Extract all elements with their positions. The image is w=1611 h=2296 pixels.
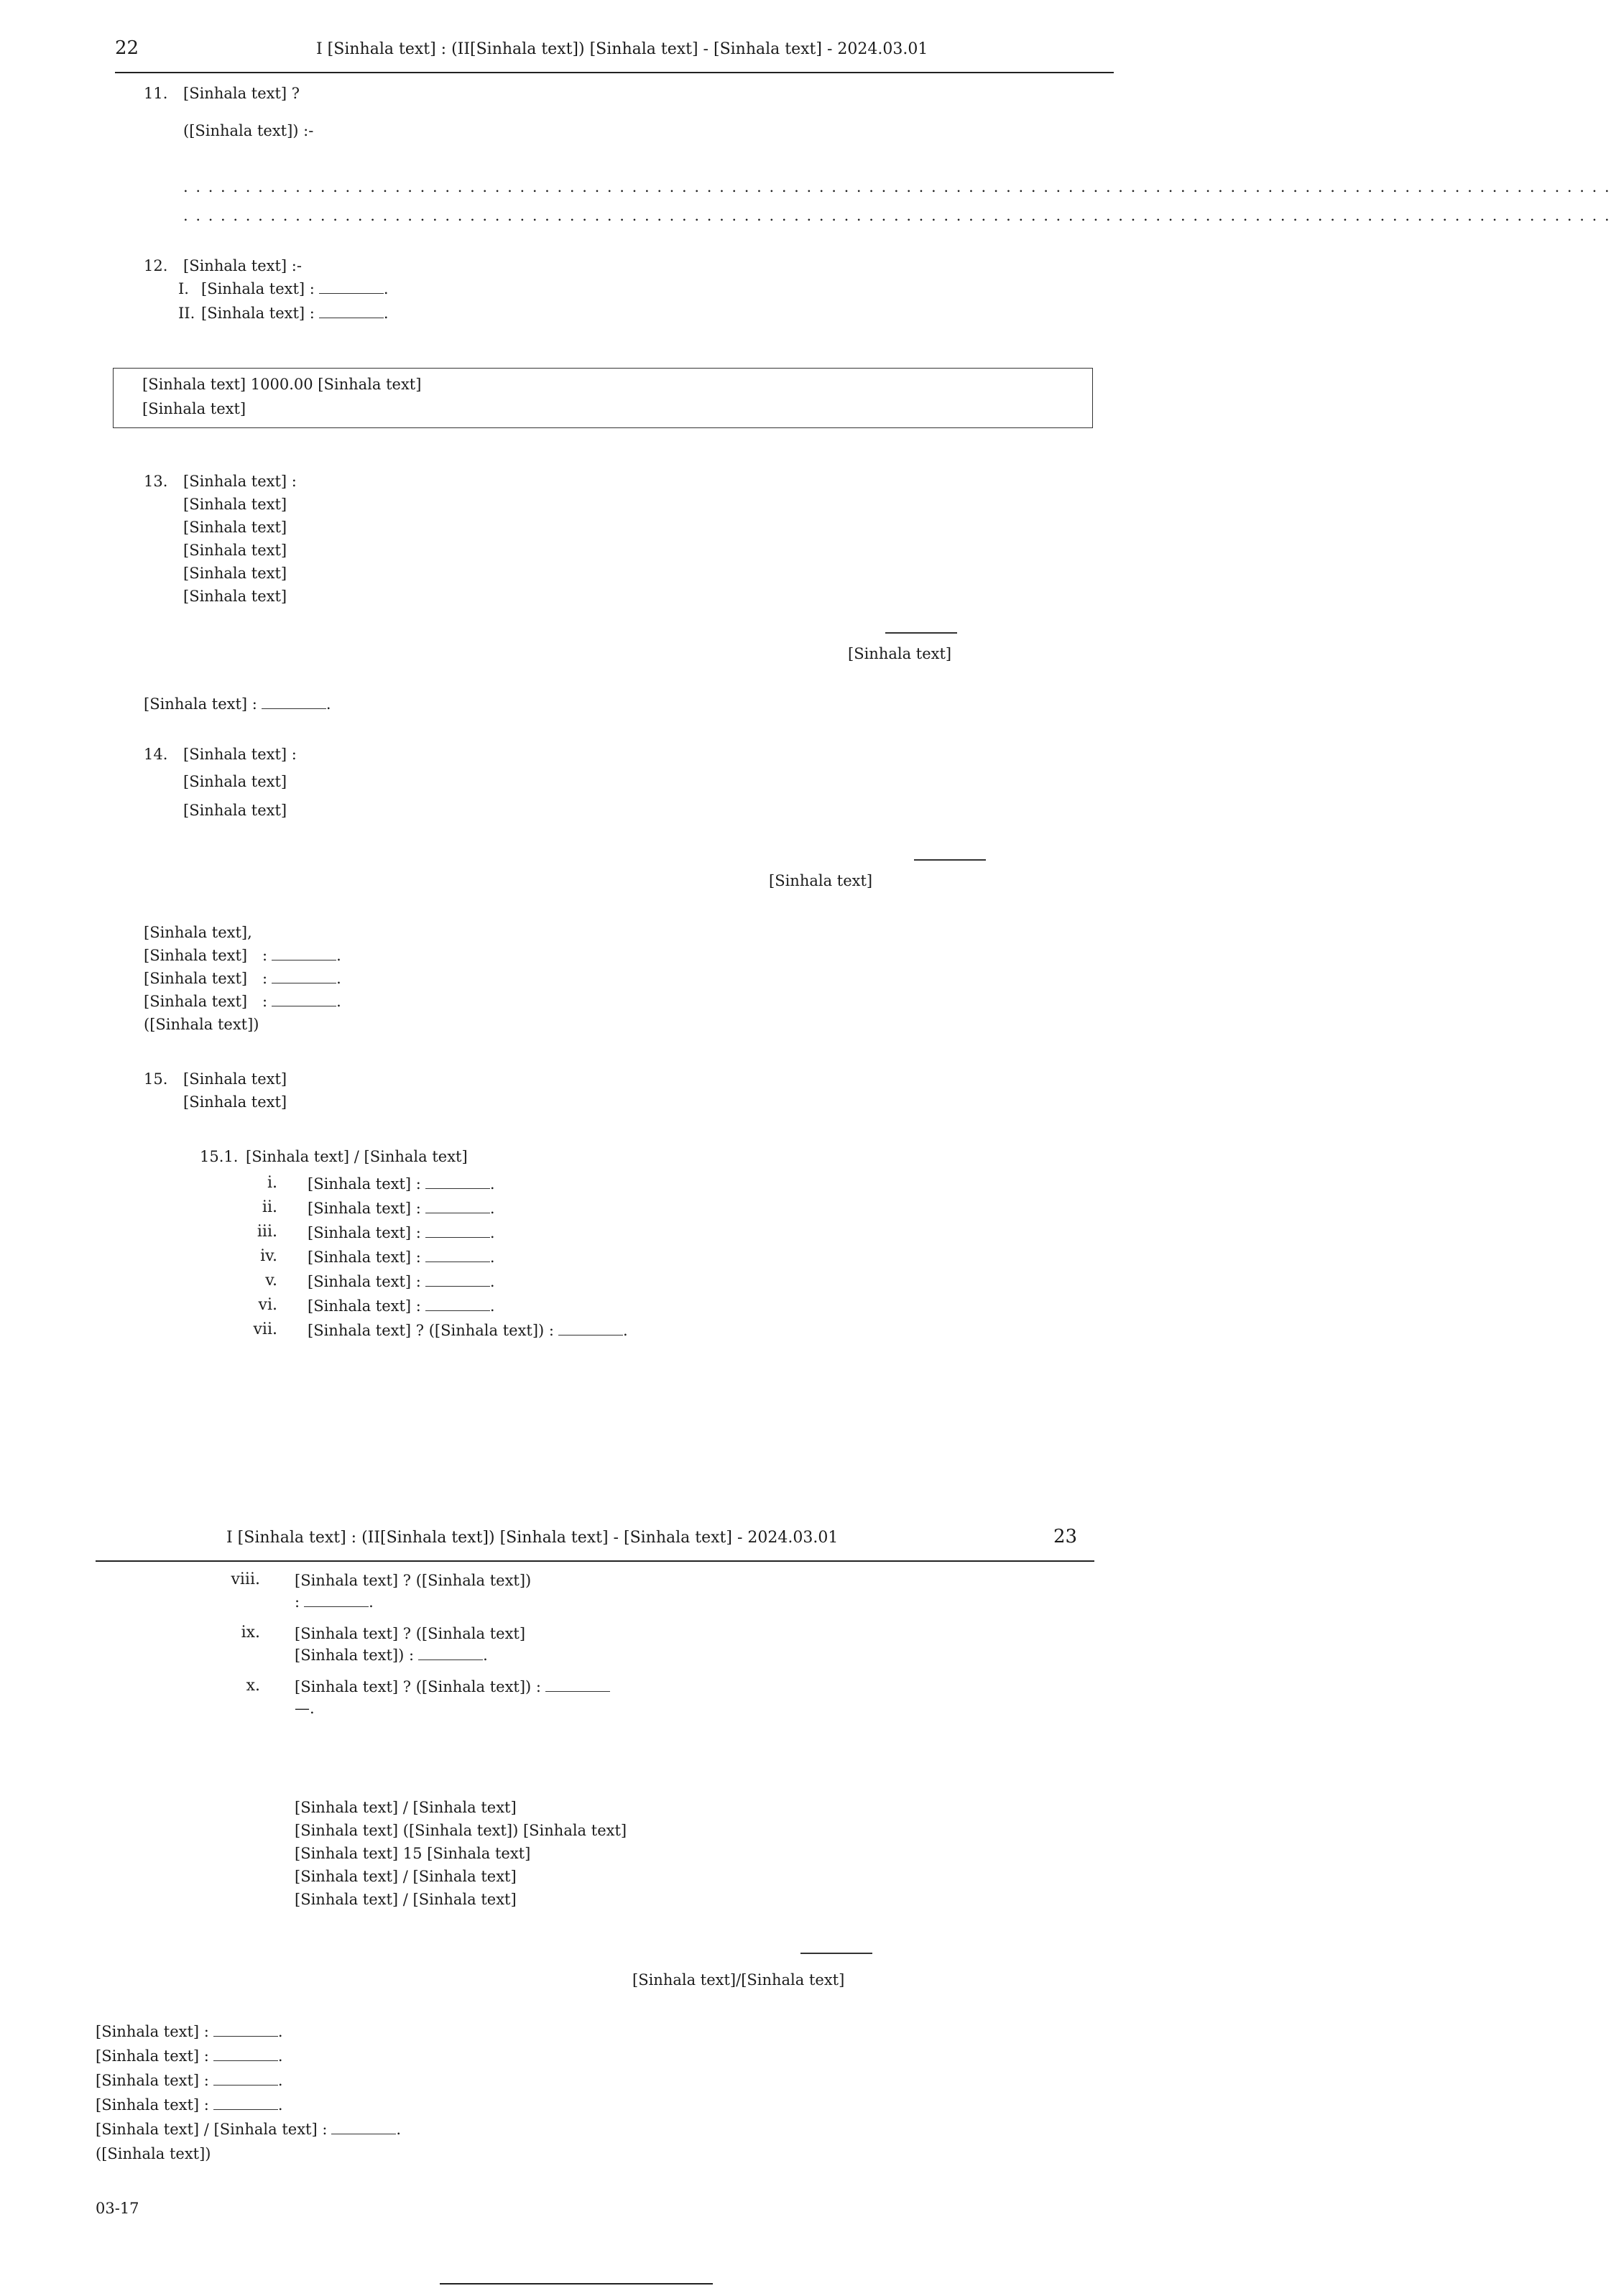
- signoff-field-1: [Sinhala text] : .: [96, 2023, 283, 2040]
- q11-text: [Sinhala text] ?: [183, 85, 300, 102]
- q15-item-label-vii: vii.: [253, 1320, 277, 1338]
- q12-item1-blank: [319, 280, 384, 294]
- q15-item-label-vi: vi.: [258, 1296, 277, 1314]
- q15-item-label-v: v.: [265, 1272, 277, 1290]
- q12-item2-label: II.: [178, 305, 195, 322]
- q13-line-1: [Sinhala text]: [183, 496, 287, 513]
- q12-item2: [Sinhala text] : .: [201, 305, 389, 322]
- q12-item2-blank: [319, 305, 384, 318]
- q13-line-2: [Sinhala text]: [183, 519, 287, 536]
- cert-signature-line: [800, 1953, 872, 1954]
- q15-item-ii: [Sinhala text] : .: [308, 1200, 495, 1217]
- q12-title: [Sinhala text] :-: [183, 257, 302, 274]
- bank-note-line-1: [Sinhala text] 1000.00 [Sinhala text]: [142, 376, 422, 393]
- q12-item1: [Sinhala text] : .: [201, 280, 389, 297]
- cert-line-1: [Sinhala text] / [Sinhala text]: [295, 1799, 517, 1816]
- signoff-field-2-blank: [213, 2047, 278, 2061]
- q14-signature-caption: [Sinhala text]: [769, 872, 873, 889]
- bank-note-line-2: [Sinhala text]: [142, 400, 246, 417]
- q12-number: 12.: [144, 257, 168, 274]
- q14-field-3-blank: [272, 993, 336, 1006]
- signoff-field-2: [Sinhala text] : .: [96, 2047, 283, 2065]
- cert-line-3: [Sinhala text] 15 [Sinhala text]: [295, 1845, 531, 1862]
- q15-number: 15.: [144, 1070, 168, 1088]
- page-number-2: 23: [1053, 1526, 1078, 1547]
- q15-item-label-iii: iii.: [257, 1223, 277, 1241]
- item-ix-line-1: [Sinhala text] ? ([Sinhala text]: [295, 1625, 526, 1642]
- signoff-field-3: [Sinhala text] : .: [96, 2072, 283, 2089]
- q14-number: 14.: [144, 746, 168, 763]
- q14-field-1-blank: [272, 947, 336, 960]
- q15-item-i: [Sinhala text] : .: [308, 1175, 495, 1193]
- q13-line-3: [Sinhala text]: [183, 542, 287, 559]
- footer-rule: [440, 2283, 713, 2285]
- q15-item-vi: [Sinhala text] : .: [308, 1297, 495, 1315]
- q15-item-v: [Sinhala text] : .: [308, 1273, 495, 1290]
- q13-title: [Sinhala text] :: [183, 473, 297, 490]
- signoff-field-5: [Sinhala text] / [Sinhala text] : .: [96, 2121, 402, 2138]
- signoff-field-4-blank: [213, 2096, 278, 2110]
- bank-note-box: [113, 368, 1093, 428]
- signoff-stamp-note: ([Sinhala text]): [96, 2145, 211, 2162]
- q14-field-1: [Sinhala text] : .: [144, 947, 341, 964]
- q15-item-v-blank: [425, 1273, 490, 1287]
- item-label-ix: ix.: [241, 1624, 260, 1642]
- signoff-field-1-blank: [213, 2023, 278, 2037]
- q13-line-4: [Sinhala text]: [183, 565, 287, 582]
- q15-item-label-iv: iv.: [260, 1247, 277, 1265]
- item-viii-blank: [304, 1593, 369, 1607]
- item-x-blank: [545, 1678, 610, 1692]
- page-header-2: I [Sinhala text] : (II[Sinhala text]) [Sinhala text] - [Sinhala text] - 2024.03.01: [226, 1529, 839, 1547]
- header-rule: [115, 72, 1114, 73]
- item-x-line-1: [Sinhala text] ? ([Sinhala text]) :: [295, 1675, 610, 1698]
- q14-field-3: [Sinhala text] : .: [144, 993, 341, 1010]
- q13-line-5: [Sinhala text]: [183, 588, 287, 605]
- q15-item-ii-blank: [425, 1200, 490, 1213]
- cert-line-4: [Sinhala text] / [Sinhala text]: [295, 1868, 517, 1885]
- item-viii-line-2: : .: [295, 1593, 374, 1611]
- item-ix-blank: [418, 1647, 483, 1660]
- q15-item-vii: [Sinhala text] ? ([Sinhala text]) : .: [308, 1322, 628, 1339]
- q15-item-iv-blank: [425, 1249, 490, 1262]
- footer-code: 03-17: [96, 2200, 139, 2217]
- page-number: 22: [115, 37, 139, 59]
- signoff-field-5-blank: [331, 2121, 396, 2134]
- q15-item-vii-blank: [558, 1322, 623, 1336]
- q15-item-label-ii: ii.: [262, 1198, 277, 1216]
- cert-line-2: [Sinhala text] ([Sinhala text]) [Sinhala text]: [295, 1822, 627, 1839]
- signoff-field-3-blank: [213, 2072, 278, 2086]
- q13-date-field: [Sinhala text] : .: [144, 695, 331, 713]
- q14-field-2: [Sinhala text] : .: [144, 970, 341, 987]
- q15-item-label-i: i.: [267, 1174, 277, 1192]
- item-x-line-2: —.: [295, 1700, 315, 1717]
- item-label-viii: viii.: [231, 1570, 260, 1588]
- q14-field-2-blank: [272, 970, 336, 983]
- q15-item-iii: [Sinhala text] : .: [308, 1224, 495, 1241]
- item-viii-line-1: [Sinhala text] ? ([Sinhala text]): [295, 1572, 532, 1589]
- page-header: I [Sinhala text] : (II[Sinhala text]) [Sinhala text] - [Sinhala text] - 2024.03.01: [316, 40, 928, 58]
- q15-line-1: [Sinhala text]: [183, 1070, 287, 1088]
- header-rule-2: [96, 1560, 1094, 1562]
- item-ix-line-2: [Sinhala text]) : .: [295, 1647, 488, 1664]
- q13-date-blank: [262, 695, 326, 709]
- q15-1-number: 15.1.: [200, 1148, 239, 1165]
- q14-title: [Sinhala text] :: [183, 746, 297, 763]
- q14-signature-line: [914, 859, 986, 861]
- q14-details-title: [Sinhala text],: [144, 924, 252, 941]
- q15-1-title: [Sinhala text] / [Sinhala text]: [246, 1148, 468, 1165]
- q11-number: 11.: [144, 85, 168, 102]
- q13-signature-caption: [Sinhala text]: [848, 645, 952, 662]
- q13-number: 13.: [144, 473, 168, 490]
- q11-note: ([Sinhala text]) :-: [183, 122, 314, 139]
- q11-answer-line-2: . . . . . . . . . . . . . . . . . . . . . . . . . . . . . . . . . . . . . . . . . . . . . . . . . . . . . . . . . . . . . . . . . . . . . . . . . . . . . . . . . . . . . . . . . . . . . . . . . . . . . . . . . . . . . . . . . . .: [183, 207, 1611, 224]
- q15-item-i-blank: [425, 1175, 490, 1189]
- cert-line-5: [Sinhala text] / [Sinhala text]: [295, 1891, 517, 1908]
- cert-signature-caption: [Sinhala text]/[Sinhala text]: [632, 1971, 845, 1989]
- q11-answer-line-1: . . . . . . . . . . . . . . . . . . . . . . . . . . . . . . . . . . . . . . . . . . . . . . . . . . . . . . . . . . . . . . . . . . . . . . . . . . . . . . . . . . . . . . . . . . . . . . . . . . . . . . . . . . . . . . . . . . .: [183, 178, 1611, 195]
- q15-item-vi-blank: [425, 1297, 490, 1311]
- item-label-x: x.: [246, 1677, 260, 1695]
- q14-line-1: [Sinhala text]: [183, 773, 287, 790]
- q15-item-iv: [Sinhala text] : .: [308, 1249, 495, 1266]
- q12-item1-label: I.: [178, 280, 189, 297]
- q14-stamp-note: ([Sinhala text]): [144, 1016, 259, 1033]
- q15-item-iii-blank: [425, 1224, 490, 1238]
- q14-line-2: [Sinhala text]: [183, 802, 287, 819]
- signoff-field-4: [Sinhala text] : .: [96, 2096, 283, 2114]
- q15-line-2: [Sinhala text]: [183, 1093, 287, 1111]
- q13-signature-line: [885, 632, 957, 634]
